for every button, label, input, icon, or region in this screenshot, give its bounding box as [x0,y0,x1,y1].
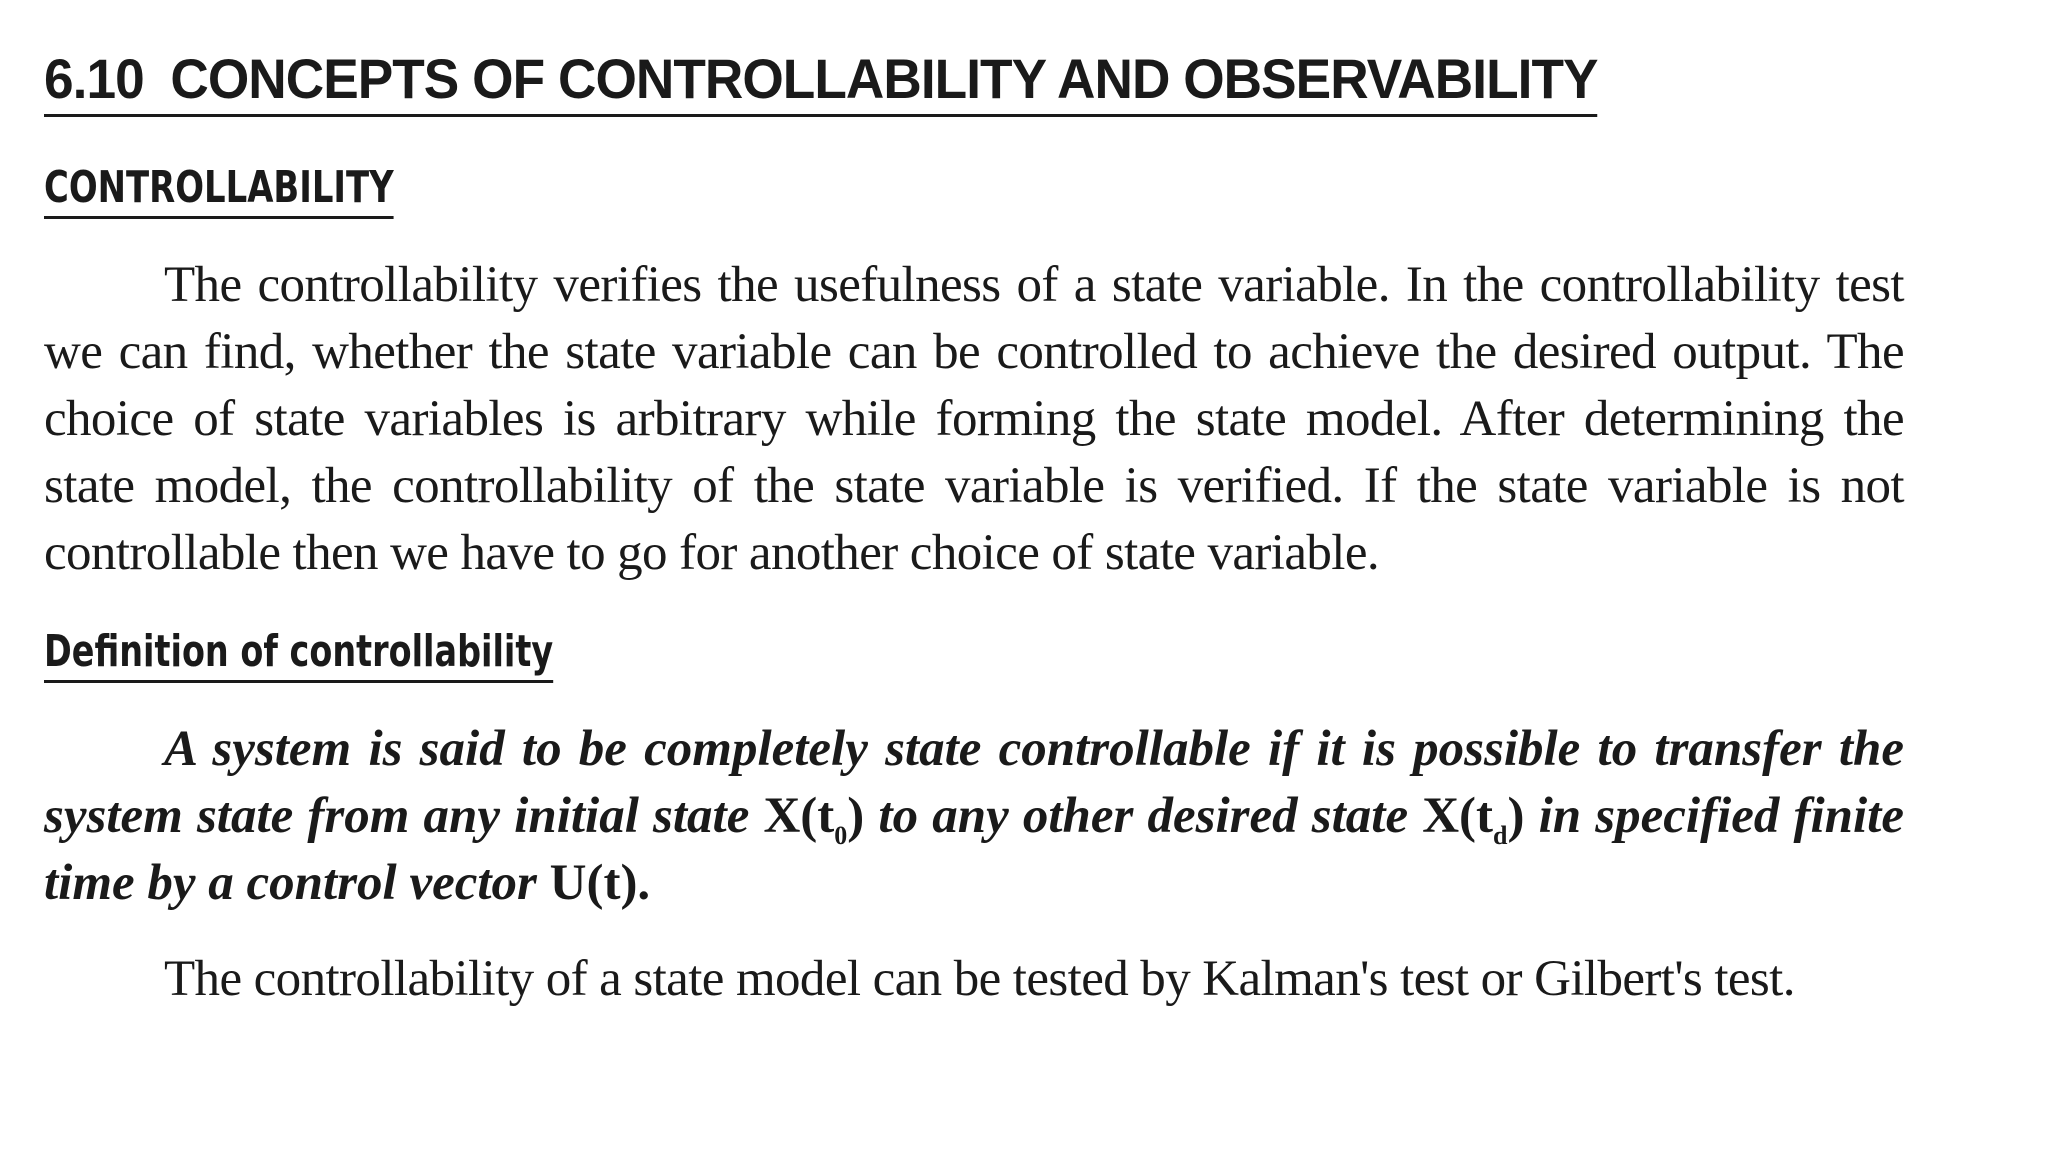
desired-state-symbol [1422,788,1525,850]
definition-text-1: A system is said to be completely state controllable if it is possible to transfer the system state from any initial state [44,721,1904,844]
closing-paragraph: The controllability of a state model can be tested by Kalman's test or Gilbert's test. [164,951,1795,1007]
initial-state-symbol-base: X(t [763,788,835,844]
desired-state-symbol-base: X(t [1422,788,1494,844]
controllability-heading: CONTROLLABILITY [44,160,394,219]
control-vector-symbol: U(t). [549,855,651,911]
initial-state-symbol [763,788,865,850]
section-title-text: CONCEPTS OF CONTROLLABILITY AND OBSERVABILITY [170,47,1598,110]
desired-state-symbol-close: ) [1507,788,1525,844]
controllability-paragraph: The controllability verifies the usefulness of a state variable. In the controllability test we can find, whether the state variable can be controlled to achieve the desired output. The choice of state variables is arbitrary while forming the state model. After determining the state model, the controllability of the state variable is verified. If the state variable is not controllable then we have to go for another choice of state variable. [44,257,1904,581]
initial-state-symbol-close: ) [847,788,865,844]
initial-state-subscript: 0 [834,821,848,850]
section-number: 6.10 [44,47,144,110]
section-title [44,44,1598,117]
definition-heading: Definition of controllability [44,624,553,683]
desired-state-subscript: d [1493,821,1508,850]
definition-paragraph [44,716,1904,917]
definition-text-3: in specified finite time by a control vector [44,788,1904,911]
definition-text-2: to any other desired state [864,788,1423,844]
